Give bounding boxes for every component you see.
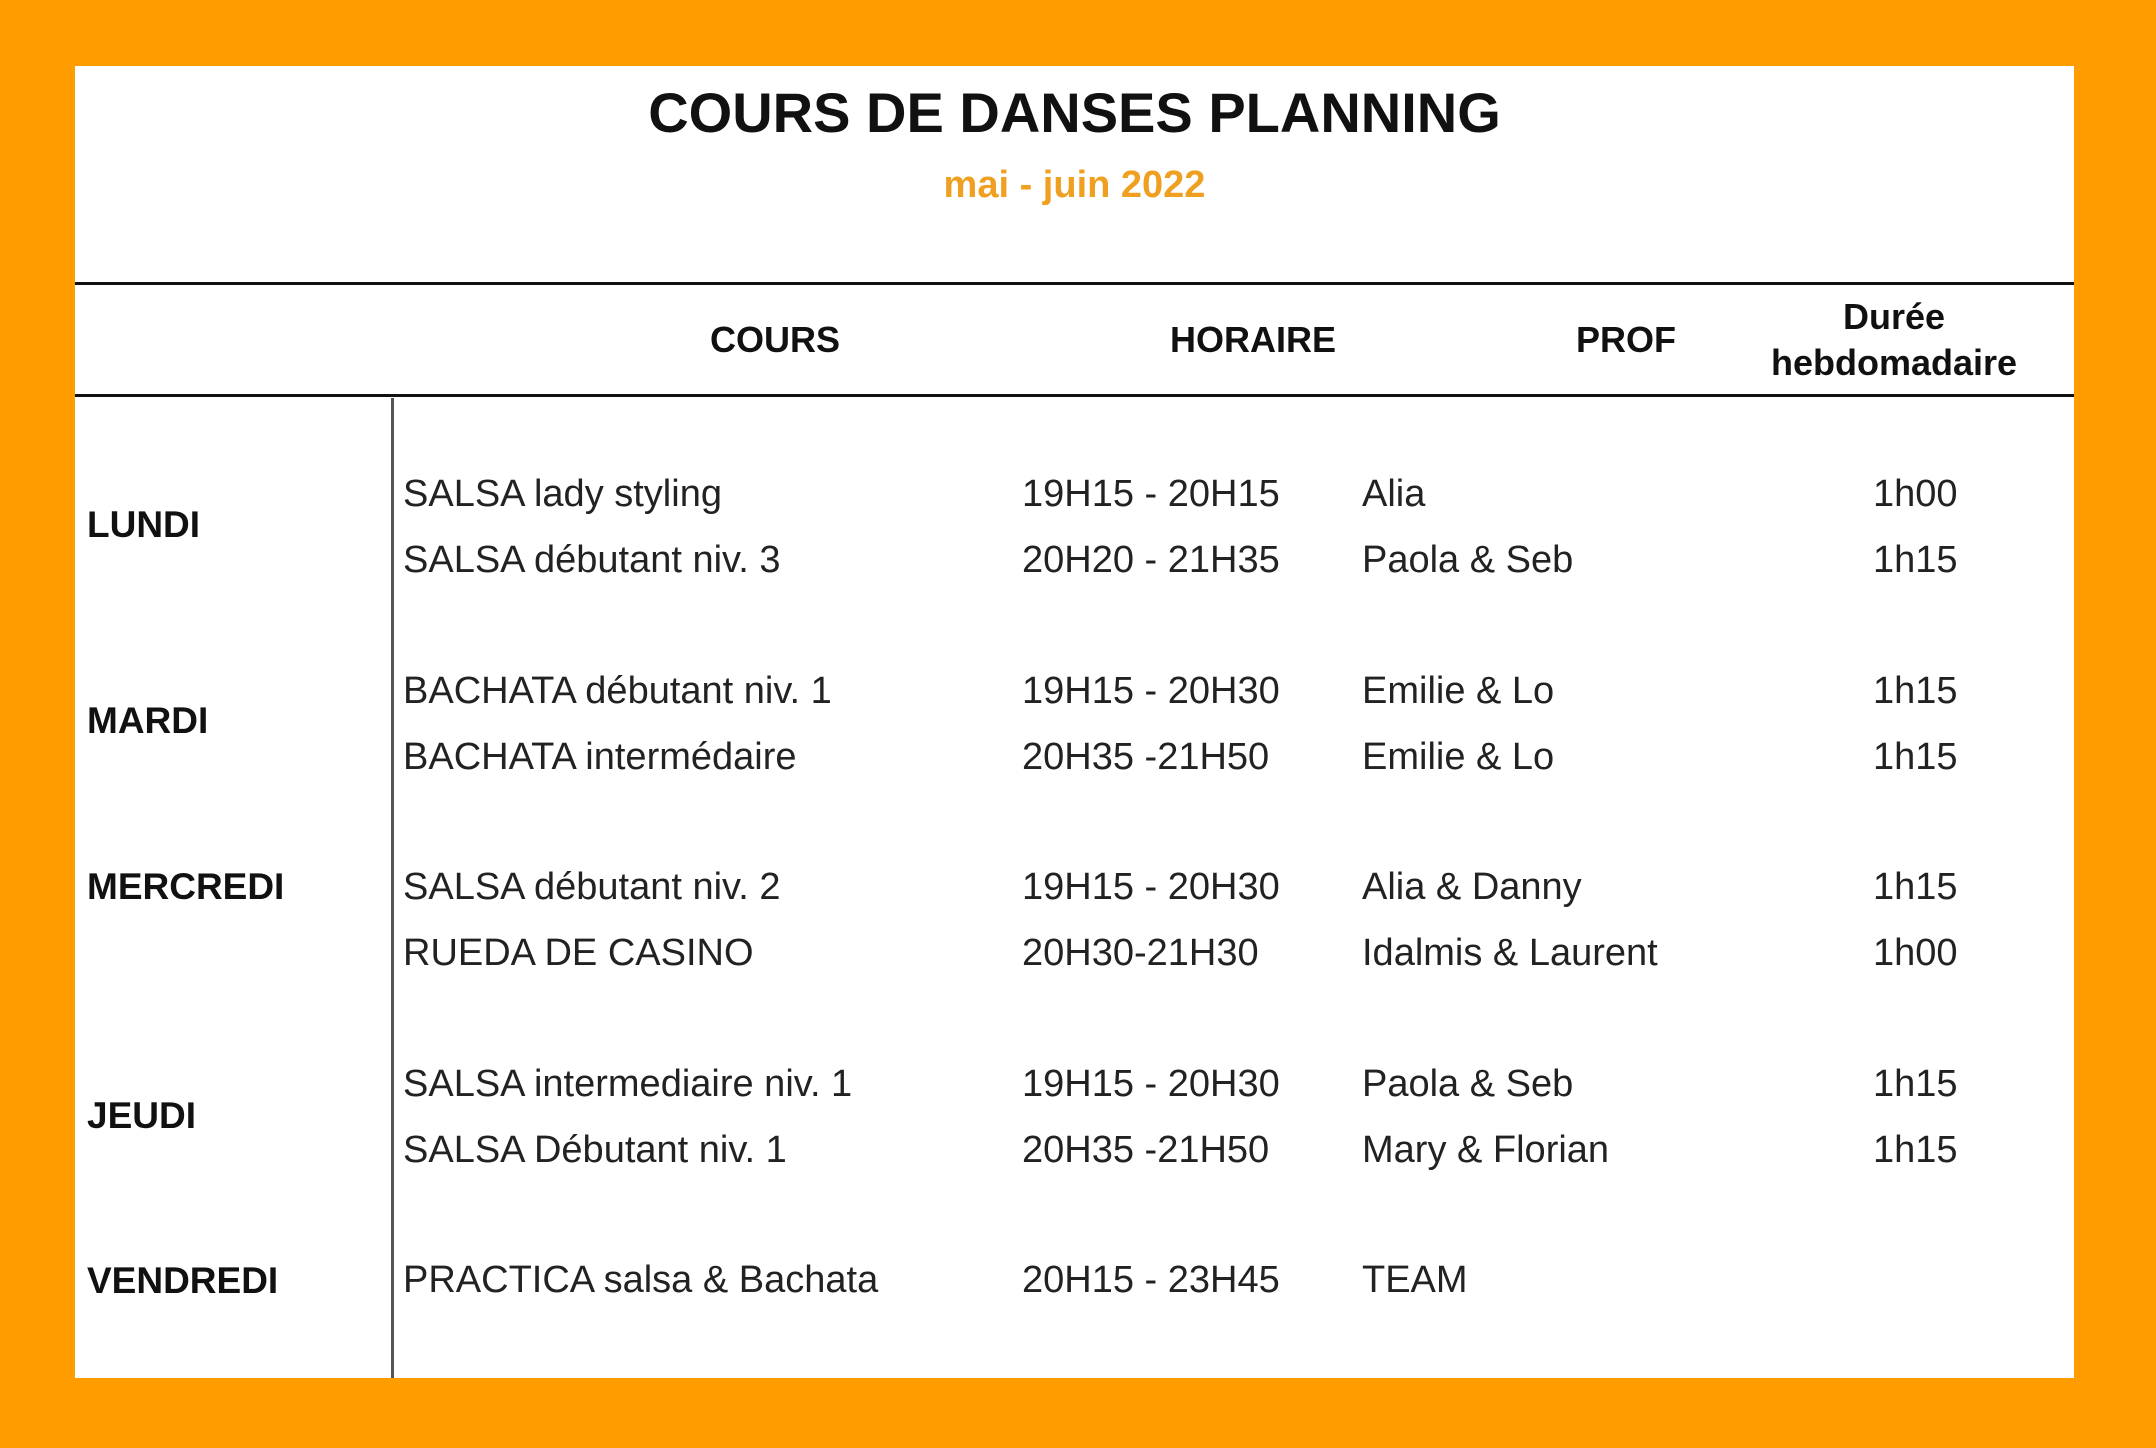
- cell-horaire: 20H35 -21H50: [1022, 736, 1270, 778]
- cell-duree: 1h15: [1873, 1063, 1958, 1105]
- cell-prof: Emilie & Lo: [1362, 670, 1555, 712]
- cell-duree: 1h00: [1873, 473, 1958, 515]
- day-label-jeudi: JEUDI: [87, 1095, 196, 1136]
- col-header-prof: PROF: [1575, 319, 1676, 360]
- cell-horaire: 19H15 - 20H30: [1022, 1063, 1280, 1105]
- cell-cours: SALSA lady styling: [403, 473, 722, 515]
- cell-prof: Mary & Florian: [1362, 1129, 1610, 1171]
- cell-horaire: 19H15 - 20H15: [1022, 473, 1280, 515]
- cell-horaire: 20H15 - 23H45: [1022, 1259, 1280, 1301]
- cell-cours: PRACTICA salsa & Bachata: [403, 1259, 879, 1301]
- day-label-lundi: LUNDI: [87, 504, 201, 545]
- day-label-mercredi: MERCREDI: [87, 866, 285, 907]
- cell-prof: Idalmis & Laurent: [1362, 932, 1658, 974]
- cell-horaire: 20H20 - 21H35: [1022, 539, 1280, 581]
- page-subtitle: mai - juin 2022: [943, 164, 1206, 206]
- col-header-cours: COURS: [709, 319, 840, 360]
- cell-horaire: 20H30-21H30: [1022, 932, 1259, 974]
- cell-cours: SALSA Débutant niv. 1: [403, 1129, 787, 1171]
- col-header-duree-line2: hebdomadaire: [1770, 342, 2018, 383]
- schedule-card: [75, 66, 2074, 1378]
- cell-duree: 1h15: [1873, 539, 1958, 581]
- header-top-rule: [75, 282, 2074, 285]
- cell-prof: Paola & Seb: [1362, 1063, 1574, 1105]
- cell-horaire: 19H15 - 20H30: [1022, 866, 1280, 908]
- cell-duree: 1h15: [1873, 670, 1958, 712]
- cell-horaire: 19H15 - 20H30: [1022, 670, 1280, 712]
- cell-prof: TEAM: [1362, 1259, 1468, 1301]
- col-header-horaire: HORAIRE: [1169, 319, 1336, 360]
- cell-duree: 1h15: [1873, 866, 1958, 908]
- page-title: COURS DE DANSES PLANNING: [648, 81, 1501, 144]
- cell-prof: Emilie & Lo: [1362, 736, 1555, 778]
- day-label-vendredi: VENDREDI: [87, 1260, 279, 1301]
- cell-prof: Alia: [1362, 473, 1426, 515]
- cell-duree: 1h00: [1873, 932, 1958, 974]
- cell-duree: 1h15: [1873, 736, 1958, 778]
- cell-cours: SALSA intermediaire niv. 1: [403, 1063, 853, 1105]
- col-header-duree: [1714, 294, 2074, 386]
- col-header-duree-line1: Durée: [1842, 296, 1946, 337]
- day-label-mardi: MARDI: [87, 700, 209, 741]
- cell-cours: RUEDA DE CASINO: [403, 932, 754, 974]
- cell-prof: Alia & Danny: [1362, 866, 1582, 908]
- day-column-divider: [391, 398, 394, 1378]
- header-bottom-rule: [75, 394, 2074, 397]
- cell-prof: Paola & Seb: [1362, 539, 1574, 581]
- cell-cours: SALSA débutant niv. 3: [403, 539, 781, 581]
- cell-cours: BACHATA intermédaire: [403, 736, 797, 778]
- cell-cours: BACHATA débutant niv. 1: [403, 670, 832, 712]
- cell-duree: 1h15: [1873, 1129, 1958, 1171]
- cell-horaire: 20H35 -21H50: [1022, 1129, 1270, 1171]
- cell-cours: SALSA débutant niv. 2: [403, 866, 781, 908]
